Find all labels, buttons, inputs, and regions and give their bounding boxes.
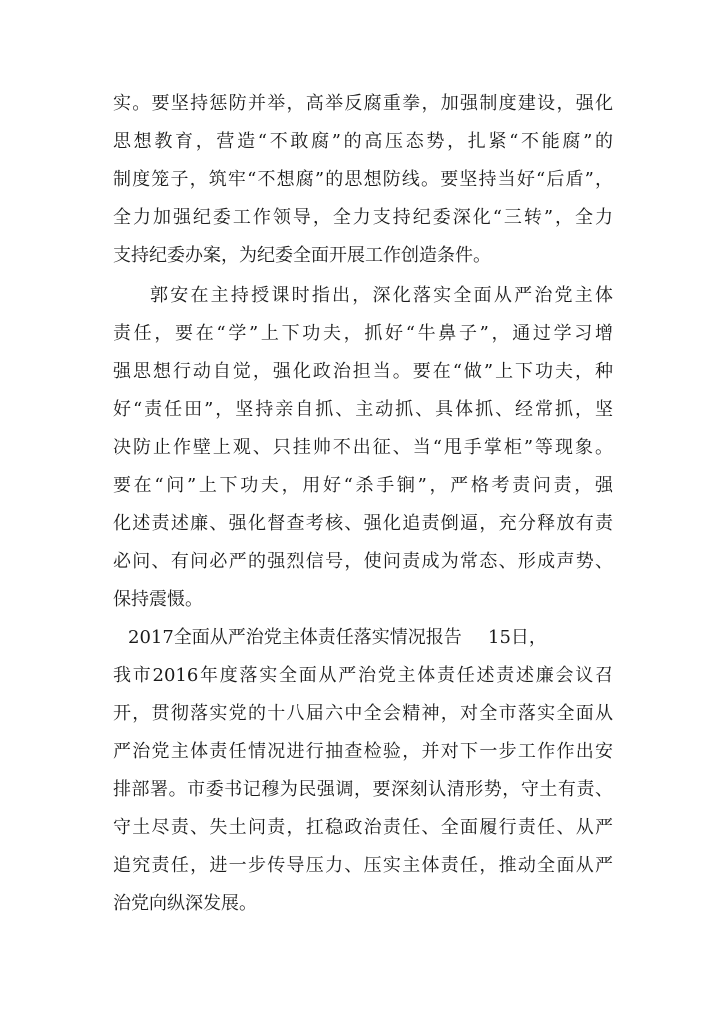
paragraph-line: 开，贯彻落实党的十八届六中全会精神，对全市落实全面从 [113,703,613,724]
paragraph-line: 支持纪委办案，为纪委全面开展工作创造条件。 [113,245,491,266]
paragraph-line: 郭安在主持授课时指出，深化落实全面从严治党主体 [150,285,613,306]
paragraph-line: 好“责任田”，坚持亲自抓、主动抓、具体抓、经常抓，坚 [113,399,613,420]
report-heading-line [128,626,613,650]
paragraph-line: 强思想行动自觉，强化政治担当。要在“做”上下功夫，种 [113,361,613,382]
paragraph-line: 守土尽责、失土问责，扛稳政治责任、全面履行责任、从严 [113,817,613,838]
paragraph-line: 责任，要在“学”上下功夫，抓好“牛鼻子”，通过学习增 [113,323,613,344]
paragraph-line: 思想教育，营造“不敢腐”的高压态势，扎紧“不能腐”的 [113,131,613,152]
paragraph-line: 全力加强纪委工作领导，全力支持纪委深化“三转”，全力 [113,207,613,228]
paragraph-line: 必问、有问必严的强烈信号，使问责成为常态、形成声势、 [113,551,613,572]
paragraph-line: 严治党主体责任情况进行抽查检验，并对下一步工作作出安 [113,741,613,762]
paragraph-line: 制度笼子，筑牢“不想腐”的思想防线。要坚持当好“后盾”， [113,169,613,190]
paragraph-line: 追究责任，进一步传导压力、压实主体责任，推动全面从严 [113,855,613,876]
paragraph-line: 要在“问”上下功夫，用好“杀手锏”，严格考责问责，强 [113,475,613,496]
paragraph-line: 我市2016年度落实全面从严治党主体责任述责述廉会议召 [113,665,613,686]
paragraph-line: 治党向纵深发展。 [113,893,257,914]
report-date: 15日， [488,627,547,648]
report-title: 2017全面从严治党主体责任落实情况报告 [128,627,462,648]
paragraph-line: 保持震慑。 [113,589,203,610]
paragraph-line: 排部署。市委书记穆为民强调，要深刻认清形势，守土有责、 [113,779,613,800]
paragraph-line: 实。要坚持惩防并举，高举反腐重拳，加强制度建设，强化 [113,93,613,114]
paragraph-line: 化述责述廉、强化督查考核、强化追责倒逼，充分释放有责 [113,513,613,534]
paragraph-line: 决防止作壁上观、只挂帅不出征、当“甩手掌柜”等现象。 [113,437,613,458]
